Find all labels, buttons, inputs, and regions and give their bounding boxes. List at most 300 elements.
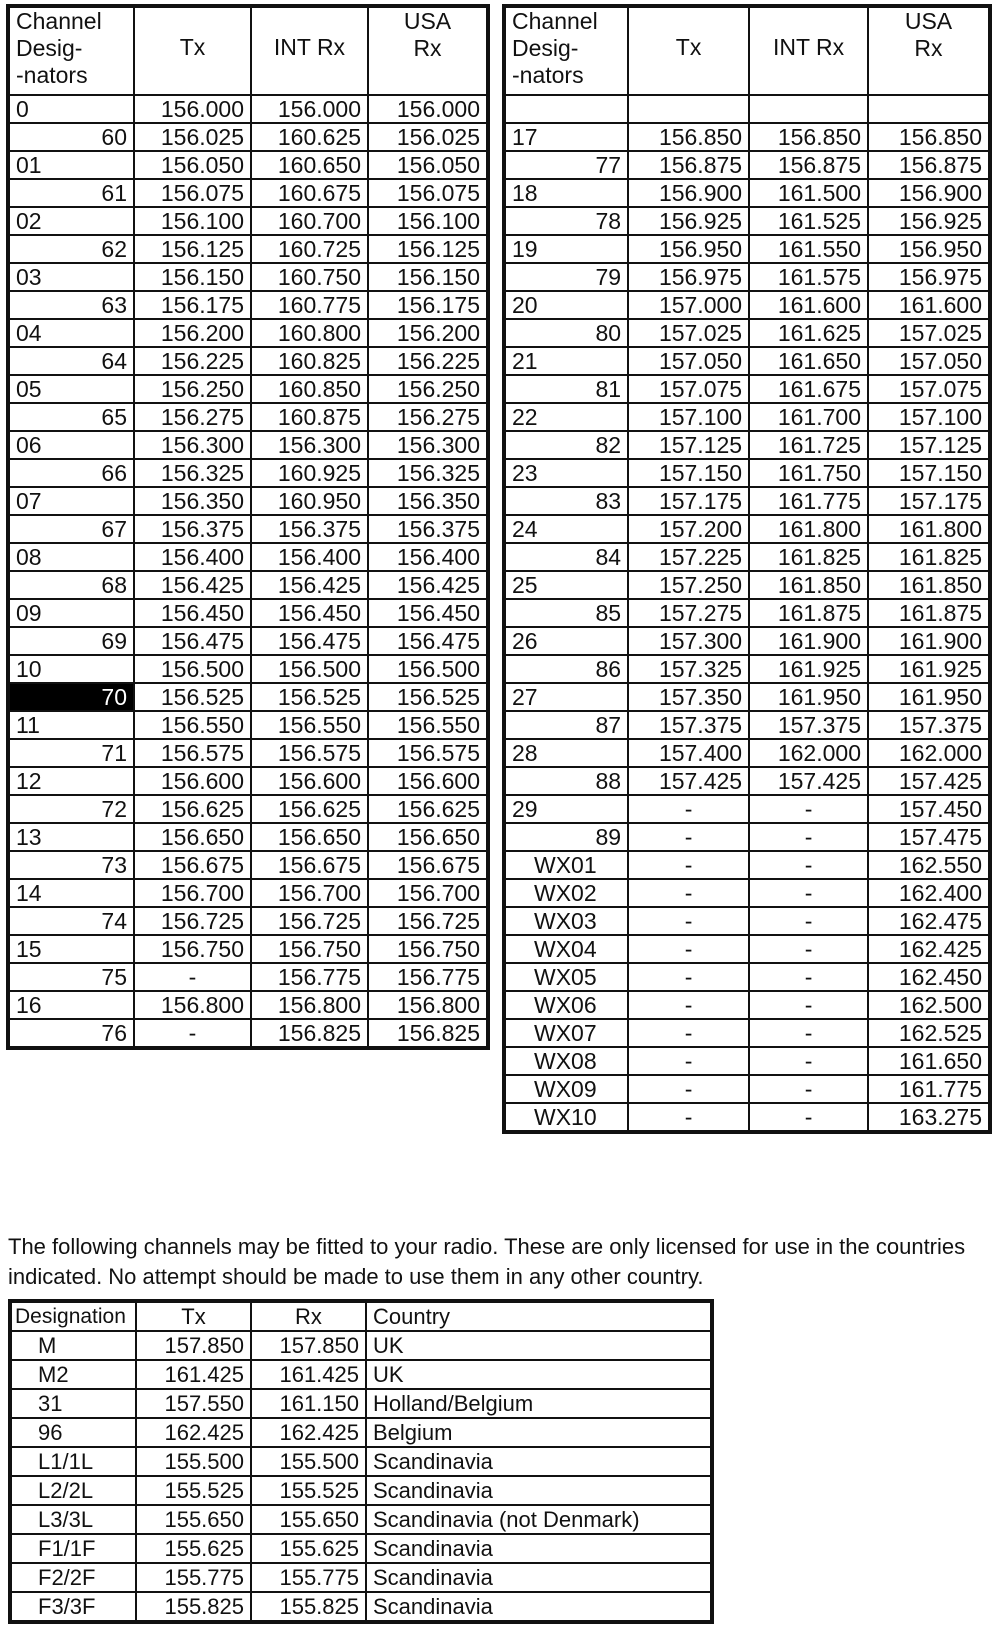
int-rx-frequency: 160.800: [251, 319, 368, 347]
int-rx-frequency: -: [749, 935, 868, 963]
channel-designator: 02: [9, 207, 134, 235]
int-rx-frequency: 160.625: [251, 123, 368, 151]
usa-rx-frequency: 156.675: [368, 851, 487, 879]
tx-frequency: 156.175: [134, 291, 251, 319]
rx-frequency: 161.425: [251, 1360, 366, 1389]
usa-rx-frequency: 156.325: [368, 459, 487, 487]
tx-frequency: 157.025: [628, 319, 749, 347]
table-row: [505, 879, 989, 907]
table-row: [9, 179, 487, 207]
int-rx-frequency: 156.475: [251, 627, 368, 655]
channel-designator: 29: [505, 795, 628, 823]
usa-rx-frequency: 161.850: [868, 571, 989, 599]
usa-rx-frequency: 156.950: [868, 235, 989, 263]
usa-rx-frequency: 156.050: [368, 151, 487, 179]
int-rx-frequency: 161.525: [749, 207, 868, 235]
country: UK: [366, 1360, 711, 1389]
int-rx-frequency: 160.925: [251, 459, 368, 487]
table-row: [9, 319, 487, 347]
int-rx-frequency: 161.825: [749, 543, 868, 571]
usa-rx-frequency: 156.800: [368, 991, 487, 1019]
tx-frequency: -: [628, 991, 749, 1019]
table-row: [505, 347, 989, 375]
table-row: [9, 767, 487, 795]
extra-channels-table-body: [11, 1302, 711, 1621]
table-row: [9, 459, 487, 487]
tx-frequency: 156.575: [134, 739, 251, 767]
usa-rx-frequency: 156.650: [368, 823, 487, 851]
table-row: [505, 655, 989, 683]
channel-designator: 72: [9, 795, 134, 823]
int-rx-frequency: 161.950: [749, 683, 868, 711]
channel-table-right: [504, 6, 990, 1132]
int-rx-frequency: 156.825: [251, 1019, 368, 1047]
table-row: [11, 1592, 711, 1621]
usa-rx-frequency: 156.075: [368, 179, 487, 207]
channel-designator: 70: [9, 683, 134, 711]
channel-designator: 03: [9, 263, 134, 291]
rx-frequency: 155.825: [251, 1592, 366, 1621]
channel-designator: 06: [9, 431, 134, 459]
tx-frequency: 156.150: [134, 263, 251, 291]
channel-designator: 77: [505, 151, 628, 179]
tx-frequency: -: [628, 1019, 749, 1047]
usa-rx-frequency: 161.775: [868, 1075, 989, 1103]
table-row: [9, 711, 487, 739]
usa-rx-frequency: 156.750: [368, 935, 487, 963]
channel-designator: 60: [9, 123, 134, 151]
channel-designator: WX07: [505, 1019, 628, 1047]
tx-frequency: 157.300: [628, 627, 749, 655]
channel-table-left: [8, 6, 488, 1048]
usa-rx-frequency: 157.125: [868, 431, 989, 459]
usa-rx-frequency: 156.875: [868, 151, 989, 179]
usa-rx-frequency: 156.200: [368, 319, 487, 347]
tx-frequency: 157.125: [628, 431, 749, 459]
int-rx-frequency: 161.650: [749, 347, 868, 375]
usa-rx-frequency: 156.275: [368, 403, 487, 431]
int-rx-frequency: 161.600: [749, 291, 868, 319]
channel-designator: 80: [505, 319, 628, 347]
rx-frequency: 155.650: [251, 1505, 366, 1534]
int-rx-frequency: 161.875: [749, 599, 868, 627]
table-row: [505, 571, 989, 599]
tx-frequency: 156.250: [134, 375, 251, 403]
table-row: [9, 879, 487, 907]
table-row: [505, 487, 989, 515]
int-rx-frequency: 161.900: [749, 627, 868, 655]
usa-rx-frequency: 156.100: [368, 207, 487, 235]
designation: F3/3F: [11, 1592, 136, 1621]
table-row: [11, 1563, 711, 1592]
usa-rx-frequency: 157.075: [868, 375, 989, 403]
rx-frequency: 155.525: [251, 1476, 366, 1505]
tx-frequency: 157.375: [628, 711, 749, 739]
table-row: [9, 823, 487, 851]
usa-rx-frequency: 157.150: [868, 459, 989, 487]
usa-rx-frequency: 162.450: [868, 963, 989, 991]
country: Scandinavia: [366, 1592, 711, 1621]
usa-rx-frequency: 156.725: [368, 907, 487, 935]
table-row: [9, 403, 487, 431]
channel-designator: 61: [9, 179, 134, 207]
usa-rx-frequency: 162.500: [868, 991, 989, 1019]
channel-designator: 66: [9, 459, 134, 487]
channel-designator: 71: [9, 739, 134, 767]
tx-frequency: 156.725: [134, 907, 251, 935]
usa-rx-frequency: 157.450: [868, 795, 989, 823]
channel-designator: 14: [9, 879, 134, 907]
tx-frequency: 155.650: [136, 1505, 251, 1534]
int-rx-frequency: -: [749, 1047, 868, 1075]
int-rx-frequency: 156.725: [251, 907, 368, 935]
tx-frequency: 157.225: [628, 543, 749, 571]
int-rx-frequency: 161.725: [749, 431, 868, 459]
channel-table-right-body: [505, 7, 989, 1131]
usa-rx-frequency: 156.475: [368, 627, 487, 655]
usa-rx-frequency: 156.625: [368, 795, 487, 823]
header-usa-rx: USA Rx: [868, 7, 989, 95]
channel-designator: 63: [9, 291, 134, 319]
table-row: [9, 235, 487, 263]
tx-frequency: 157.000: [628, 291, 749, 319]
tx-frequency: -: [628, 1047, 749, 1075]
int-rx-frequency: 161.925: [749, 655, 868, 683]
int-rx-frequency: [749, 95, 868, 123]
table-row: [505, 123, 989, 151]
table-row: [9, 935, 487, 963]
tx-frequency: -: [628, 879, 749, 907]
int-rx-frequency: 156.300: [251, 431, 368, 459]
int-rx-frequency: -: [749, 1019, 868, 1047]
channel-designator: [505, 95, 628, 123]
tx-frequency: 157.425: [628, 767, 749, 795]
int-rx-frequency: 157.425: [749, 767, 868, 795]
designation: M2: [11, 1360, 136, 1389]
tx-frequency: 157.200: [628, 515, 749, 543]
tx-frequency: 157.075: [628, 375, 749, 403]
usa-rx-frequency: 161.650: [868, 1047, 989, 1075]
channel-designator: 83: [505, 487, 628, 515]
int-rx-frequency: 161.625: [749, 319, 868, 347]
table-row: [9, 655, 487, 683]
table-row: [505, 1075, 989, 1103]
table-row: [505, 375, 989, 403]
country: Scandinavia: [366, 1534, 711, 1563]
int-rx-frequency: 160.875: [251, 403, 368, 431]
tx-frequency: -: [134, 963, 251, 991]
table-row: [9, 543, 487, 571]
usa-rx-frequency: 161.800: [868, 515, 989, 543]
channel-designator: 69: [9, 627, 134, 655]
tx-frequency: 157.050: [628, 347, 749, 375]
int-rx-frequency: 156.875: [749, 151, 868, 179]
table-row: [505, 767, 989, 795]
tx-frequency: 156.675: [134, 851, 251, 879]
tx-frequency: 156.800: [134, 991, 251, 1019]
country: Scandinavia: [366, 1563, 711, 1592]
tx-frequency: 155.525: [136, 1476, 251, 1505]
usa-rx-frequency: 156.350: [368, 487, 487, 515]
usa-rx-frequency: 157.025: [868, 319, 989, 347]
int-rx-frequency: 156.525: [251, 683, 368, 711]
tx-frequency: 162.425: [136, 1418, 251, 1447]
usa-rx-frequency: 162.425: [868, 935, 989, 963]
channel-designator: 78: [505, 207, 628, 235]
table-row: [9, 1019, 487, 1047]
tx-frequency: 156.025: [134, 123, 251, 151]
header-int-rx: INT Rx: [251, 7, 368, 95]
usa-rx-frequency: 156.250: [368, 375, 487, 403]
table-row: [505, 151, 989, 179]
table-row: [505, 599, 989, 627]
designation: L2/2L: [11, 1476, 136, 1505]
tx-frequency: 157.550: [136, 1389, 251, 1418]
header-designators: Channel Desig- -nators: [9, 7, 134, 95]
int-rx-frequency: 156.450: [251, 599, 368, 627]
int-rx-frequency: 156.700: [251, 879, 368, 907]
tx-frequency: 156.450: [134, 599, 251, 627]
table-row: [9, 991, 487, 1019]
table-header-row: [505, 7, 989, 95]
table-row: [505, 991, 989, 1019]
int-rx-frequency: 156.800: [251, 991, 368, 1019]
tx-frequency: 156.925: [628, 207, 749, 235]
int-rx-frequency: 161.750: [749, 459, 868, 487]
channel-designator: WX02: [505, 879, 628, 907]
usa-rx-frequency: 156.025: [368, 123, 487, 151]
channel-designator: WX01: [505, 851, 628, 879]
channel-designator: WX10: [505, 1103, 628, 1131]
channel-designator: 17: [505, 123, 628, 151]
header-int-rx: INT Rx: [749, 7, 868, 95]
usa-rx-frequency: 156.550: [368, 711, 487, 739]
table-row: [9, 795, 487, 823]
tx-frequency: 156.550: [134, 711, 251, 739]
usa-rx-frequency: 156.125: [368, 235, 487, 263]
tx-frequency: 161.425: [136, 1360, 251, 1389]
usa-rx-frequency: [868, 95, 989, 123]
tx-frequency: 157.850: [136, 1331, 251, 1360]
table-row: [505, 935, 989, 963]
channel-designator: 62: [9, 235, 134, 263]
usa-rx-frequency: 156.900: [868, 179, 989, 207]
usa-rx-frequency: 156.300: [368, 431, 487, 459]
table-row: [11, 1447, 711, 1476]
usa-rx-frequency: 161.600: [868, 291, 989, 319]
table-row: [505, 627, 989, 655]
tx-frequency: 156.050: [134, 151, 251, 179]
int-rx-frequency: -: [749, 795, 868, 823]
rx-frequency: 155.775: [251, 1563, 366, 1592]
table-row: [505, 403, 989, 431]
channel-designator: WX06: [505, 991, 628, 1019]
channel-designator: 67: [9, 515, 134, 543]
table-row: [505, 963, 989, 991]
tx-frequency: [628, 95, 749, 123]
usa-rx-frequency: 156.000: [368, 95, 487, 123]
usa-rx-frequency: 162.525: [868, 1019, 989, 1047]
rx-frequency: 157.850: [251, 1331, 366, 1360]
table-row: [505, 319, 989, 347]
usa-rx-frequency: 162.000: [868, 739, 989, 767]
usa-rx-frequency: 161.825: [868, 543, 989, 571]
header-designators: Channel Desig- -nators: [505, 7, 628, 95]
channel-designator: 16: [9, 991, 134, 1019]
tx-frequency: 156.475: [134, 627, 251, 655]
usa-rx-frequency: 157.475: [868, 823, 989, 851]
table-row: [9, 627, 487, 655]
table-row: [9, 739, 487, 767]
tx-frequency: 156.100: [134, 207, 251, 235]
designation: M: [11, 1331, 136, 1360]
channel-designator: 10: [9, 655, 134, 683]
table-row: [505, 179, 989, 207]
usa-rx-frequency: 156.425: [368, 571, 487, 599]
country: Scandinavia: [366, 1476, 711, 1505]
channel-designator: 76: [9, 1019, 134, 1047]
channel-designator: 86: [505, 655, 628, 683]
table-row: [505, 459, 989, 487]
int-rx-frequency: 160.750: [251, 263, 368, 291]
usa-rx-frequency: 161.925: [868, 655, 989, 683]
designation: L3/3L: [11, 1505, 136, 1534]
usa-rx-frequency: 163.275: [868, 1103, 989, 1131]
tx-frequency: 156.500: [134, 655, 251, 683]
table-row: [505, 1019, 989, 1047]
table-row: [505, 95, 989, 123]
table-row: [11, 1389, 711, 1418]
int-rx-frequency: 161.550: [749, 235, 868, 263]
int-rx-frequency: 160.675: [251, 179, 368, 207]
channel-designator: 09: [9, 599, 134, 627]
table-row: [505, 739, 989, 767]
channel-designator: 25: [505, 571, 628, 599]
channel-designator: 82: [505, 431, 628, 459]
int-rx-frequency: 160.850: [251, 375, 368, 403]
int-rx-frequency: 156.775: [251, 963, 368, 991]
tx-frequency: -: [134, 1019, 251, 1047]
table-row: [9, 571, 487, 599]
table-row: [505, 263, 989, 291]
tx-frequency: 156.350: [134, 487, 251, 515]
int-rx-frequency: -: [749, 879, 868, 907]
rx-frequency: 161.150: [251, 1389, 366, 1418]
usa-rx-frequency: 157.425: [868, 767, 989, 795]
channel-designator: WX08: [505, 1047, 628, 1075]
channel-designator: 28: [505, 739, 628, 767]
int-rx-frequency: 161.700: [749, 403, 868, 431]
tx-frequency: 156.075: [134, 179, 251, 207]
usa-rx-frequency: 162.550: [868, 851, 989, 879]
table-row: [9, 851, 487, 879]
int-rx-frequency: 161.775: [749, 487, 868, 515]
int-rx-frequency: 156.000: [251, 95, 368, 123]
table-row: [9, 683, 487, 711]
designation: 31: [11, 1389, 136, 1418]
licensing-note: The following channels may be fitted to your radio. These are only licensed for use in the countries indicated. No attempt should be made to use them in any other country.: [8, 1234, 966, 1289]
usa-rx-frequency: 157.050: [868, 347, 989, 375]
country: Scandinavia (not Denmark): [366, 1505, 711, 1534]
tx-frequency: 156.425: [134, 571, 251, 599]
channel-table-left-body: [9, 7, 487, 1047]
channel-designator: 87: [505, 711, 628, 739]
usa-rx-frequency: 156.500: [368, 655, 487, 683]
channel-designator: 79: [505, 263, 628, 291]
designation: L1/1L: [11, 1447, 136, 1476]
usa-rx-frequency: 156.175: [368, 291, 487, 319]
int-rx-frequency: -: [749, 991, 868, 1019]
usa-rx-frequency: 156.150: [368, 263, 487, 291]
table-row: [505, 515, 989, 543]
usa-rx-frequency: 156.850: [868, 123, 989, 151]
usa-rx-frequency: 156.400: [368, 543, 487, 571]
int-rx-frequency: 156.600: [251, 767, 368, 795]
rx-frequency: 155.500: [251, 1447, 366, 1476]
table-row: [11, 1418, 711, 1447]
tx-frequency: 156.600: [134, 767, 251, 795]
channel-designator: 68: [9, 571, 134, 599]
header-country: Country: [366, 1302, 711, 1331]
int-rx-frequency: -: [749, 851, 868, 879]
int-rx-frequency: 156.650: [251, 823, 368, 851]
usa-rx-frequency: 161.900: [868, 627, 989, 655]
usa-rx-frequency: 162.400: [868, 879, 989, 907]
table-row: [505, 823, 989, 851]
tx-frequency: 156.325: [134, 459, 251, 487]
channel-designator: WX04: [505, 935, 628, 963]
tx-frequency: 156.275: [134, 403, 251, 431]
rx-frequency: 155.625: [251, 1534, 366, 1563]
table-row: [9, 95, 487, 123]
usa-rx-frequency: 157.375: [868, 711, 989, 739]
channel-designator: 12: [9, 767, 134, 795]
channel-designator: 74: [9, 907, 134, 935]
table-row: [9, 515, 487, 543]
tx-frequency: -: [628, 1075, 749, 1103]
table-row: [505, 851, 989, 879]
int-rx-frequency: -: [749, 1075, 868, 1103]
usa-rx-frequency: 156.525: [368, 683, 487, 711]
int-rx-frequency: -: [749, 907, 868, 935]
channel-designator: 13: [9, 823, 134, 851]
int-rx-frequency: 156.625: [251, 795, 368, 823]
channel-designator: 64: [9, 347, 134, 375]
channel-designator: 19: [505, 235, 628, 263]
int-rx-frequency: 160.950: [251, 487, 368, 515]
table-header-row: [11, 1302, 711, 1331]
table-row: [11, 1534, 711, 1563]
usa-rx-frequency: 156.600: [368, 767, 487, 795]
int-rx-frequency: 161.850: [749, 571, 868, 599]
tx-frequency: 155.625: [136, 1534, 251, 1563]
tx-frequency: 157.275: [628, 599, 749, 627]
tx-frequency: 156.650: [134, 823, 251, 851]
int-rx-frequency: 160.775: [251, 291, 368, 319]
country: Holland/Belgium: [366, 1389, 711, 1418]
channel-designator: 88: [505, 767, 628, 795]
int-rx-frequency: 161.800: [749, 515, 868, 543]
table-row: [9, 907, 487, 935]
table-row: [505, 1047, 989, 1075]
usa-rx-frequency: 156.775: [368, 963, 487, 991]
int-rx-frequency: 161.675: [749, 375, 868, 403]
tx-frequency: -: [628, 795, 749, 823]
tx-frequency: -: [628, 823, 749, 851]
usa-rx-frequency: 156.225: [368, 347, 487, 375]
tx-frequency: 156.975: [628, 263, 749, 291]
designation: F1/1F: [11, 1534, 136, 1563]
